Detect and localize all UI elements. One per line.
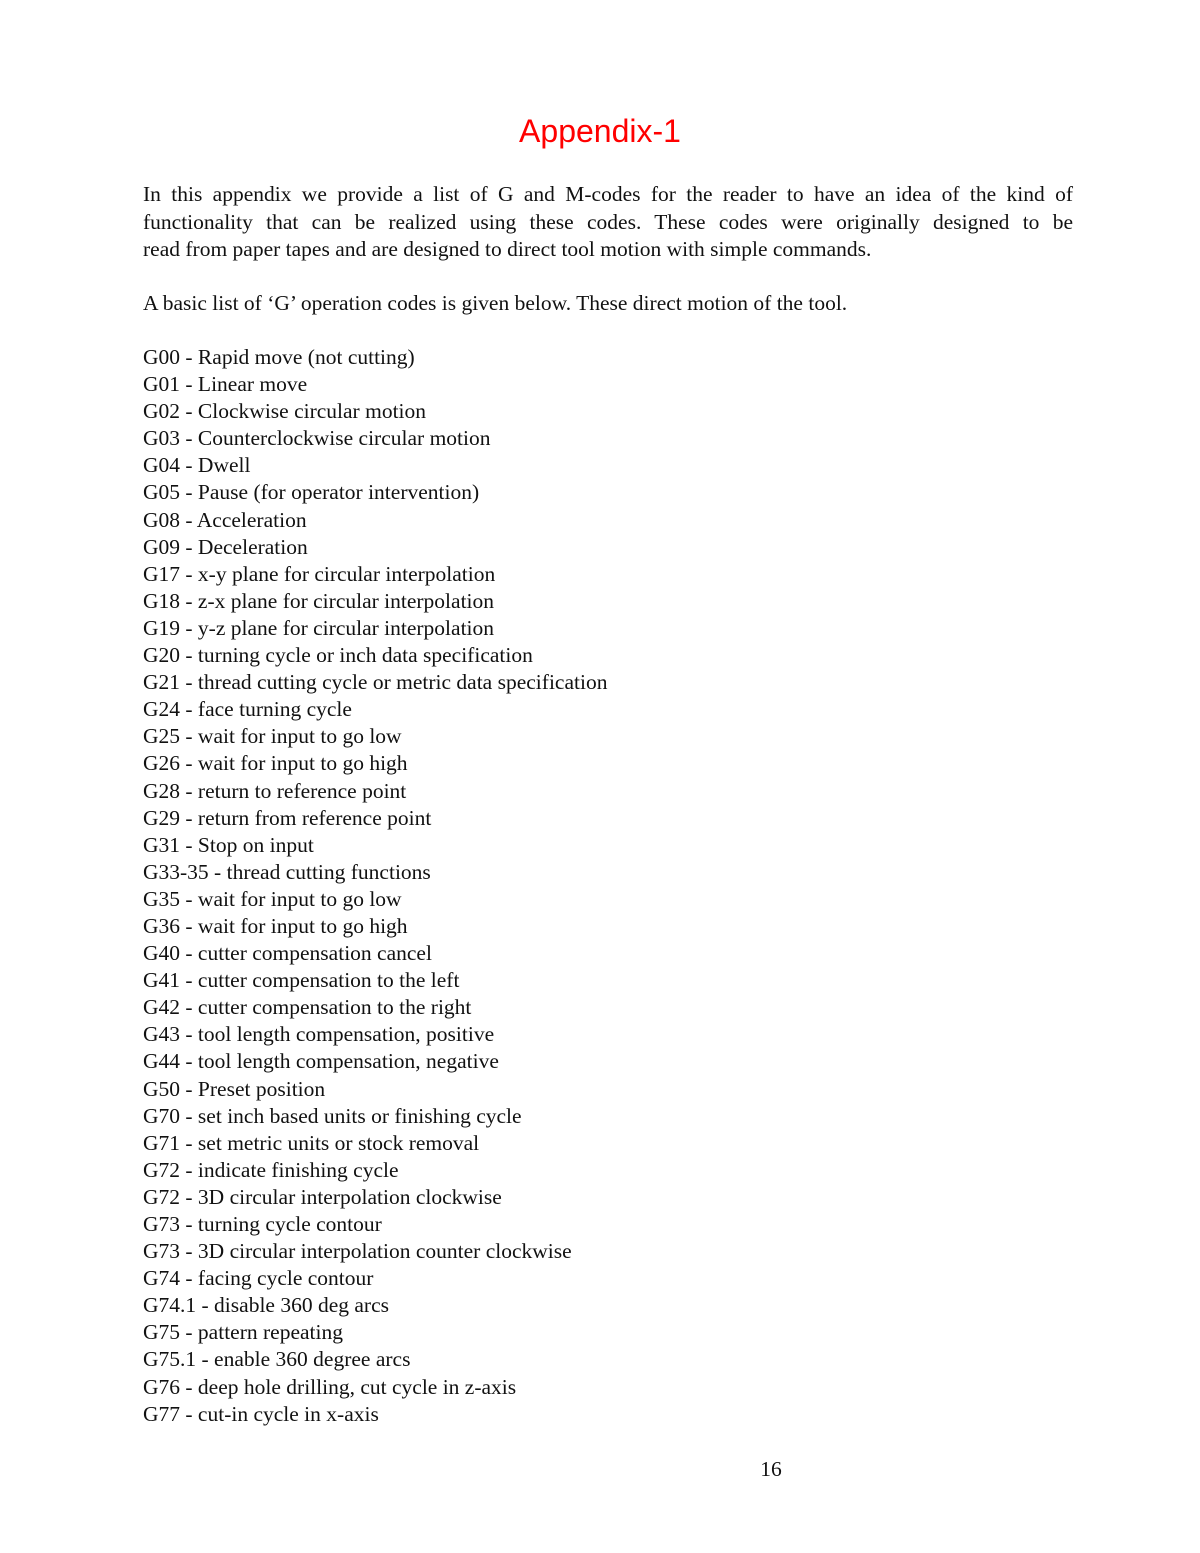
g-code-item: G21 - thread cutting cycle or metric data specification bbox=[143, 670, 608, 695]
g-code-item: G31 - Stop on input bbox=[143, 832, 314, 857]
g-code-item: G75 - pattern repeating bbox=[143, 1320, 343, 1345]
g-code-item: G26 - wait for input to go high bbox=[143, 751, 408, 776]
g-code-item: G02 - Clockwise circular motion bbox=[143, 399, 427, 424]
g-code-item: G09 - Deceleration bbox=[143, 534, 308, 559]
g-code-item: G71 - set metric units or stock removal bbox=[143, 1130, 480, 1155]
g-code-item: G44 - tool length compensation, negative bbox=[143, 1049, 499, 1074]
g-code-item: G50 - Preset position bbox=[143, 1076, 326, 1101]
g-code-item: G05 - Pause (for operator intervention) bbox=[143, 480, 480, 505]
g-code-item: G04 - Dwell bbox=[143, 453, 251, 478]
page-number: 16 bbox=[760, 1457, 782, 1481]
g-code-item: G25 - wait for input to go low bbox=[143, 724, 402, 749]
g-code-item: G28 - return to reference point bbox=[143, 778, 407, 803]
g-code-item: G70 - set inch based units or finishing cycle bbox=[143, 1103, 522, 1128]
appendix-title: Appendix-1 bbox=[519, 113, 681, 149]
g-code-item: G74.1 - disable 360 deg arcs bbox=[143, 1293, 389, 1318]
g-code-item: G20 - turning cycle or inch data specification bbox=[143, 643, 533, 668]
g-code-item: G42 - cutter compensation to the right bbox=[143, 995, 472, 1020]
g-code-item: G72 - indicate finishing cycle bbox=[143, 1157, 399, 1182]
g-code-item: G43 - tool length compensation, positive bbox=[143, 1022, 495, 1047]
g-code-item: G73 - turning cycle contour bbox=[143, 1212, 382, 1236]
g-code-item: G72 - 3D circular interpolation clockwise bbox=[143, 1184, 502, 1209]
g-code-item: G75.1 - enable 360 degree arcs bbox=[143, 1347, 411, 1372]
g-code-item: G35 - wait for input to go low bbox=[143, 886, 402, 911]
g-code-item: G17 - x-y plane for circular interpolation bbox=[143, 561, 496, 586]
intro-paragraph bbox=[143, 181, 1073, 264]
intro-line: In this appendix we provide a list of G and M-codes for the reader to have an idea of the kind of bbox=[143, 182, 1073, 206]
g-code-item: G24 - face turning cycle bbox=[143, 697, 352, 722]
g-code-item: G40 - cutter compensation cancel bbox=[143, 941, 432, 966]
g-code-item: G33-35 - thread cutting functions bbox=[143, 859, 431, 884]
g-code-item: G01 - Linear move bbox=[143, 372, 308, 397]
g-code-item: G77 - cut-in cycle in x-axis bbox=[143, 1401, 379, 1426]
g-code-item: G74 - facing cycle contour bbox=[143, 1266, 374, 1291]
g-code-list bbox=[143, 344, 607, 1428]
g-code-item: G08 - Acceleration bbox=[143, 507, 307, 532]
g-code-item: G73 - 3D circular interpolation counter clockwise bbox=[143, 1239, 572, 1264]
g-code-item: G18 - z-x plane for circular interpolation bbox=[143, 588, 495, 613]
g-code-item: G19 - y-z plane for circular interpolation bbox=[143, 615, 495, 640]
g-code-item: G41 - cutter compensation to the left bbox=[143, 968, 460, 993]
intro-line: read from paper tapes and are designed to direct tool motion with simple commands. bbox=[143, 237, 872, 261]
g-code-item: G03 - Counterclockwise circular motion bbox=[143, 426, 491, 451]
g-code-item: G36 - wait for input to go high bbox=[143, 913, 408, 938]
intro-line: functionality that can be realized using these codes. These codes were originally designed to be bbox=[143, 209, 1073, 234]
g-code-item: G76 - deep hole drilling, cut cycle in z-axis bbox=[143, 1374, 517, 1399]
g-code-item: G00 - Rapid move (not cutting) bbox=[143, 345, 415, 369]
basic-list-sentence: A basic list of ‘G’ operation codes is given below. These direct motion of the tool. bbox=[143, 291, 848, 315]
g-code-item: G29 - return from reference point bbox=[143, 805, 432, 830]
